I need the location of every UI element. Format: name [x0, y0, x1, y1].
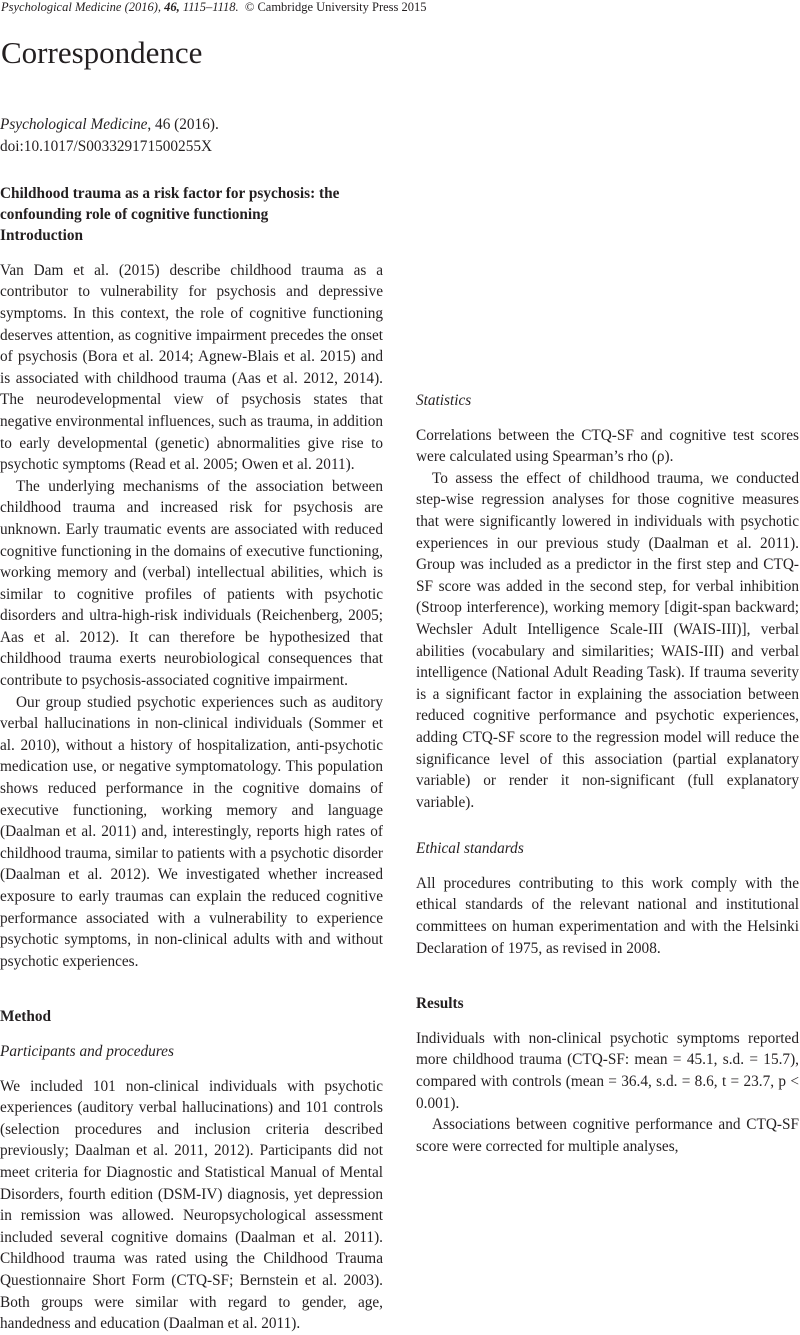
- journal-name: Psychological Medicine: [0, 116, 148, 133]
- right-column: [416, 120, 799, 1157]
- heading-introduction: Introduction: [0, 227, 84, 245]
- running-head-copyright: © Cambridge University Press 2015: [244, 0, 427, 14]
- running-head-pages: 1115–1118.: [182, 0, 239, 14]
- article-title: Childhood trauma as a risk factor for psychosis: the confounding role of cognitive functioning: [0, 185, 340, 224]
- heading-method: Method: [0, 1008, 51, 1026]
- running-head-journal: Psychological Medicine: [1, 0, 122, 14]
- running-head-year: (2016),: [124, 0, 162, 14]
- paragraph-intro-1: Van Dam et al. (2015) describe childhood trauma as a contributor to vulnerability for psychosis and depressive symptoms. In this context, the role of cognitive functioning deserves attention, as cognitive impairment precedes the onset of psychosis (Bora et al. 2014; Agnew-Blais et al. 2015) and is associated with childhood trauma (Aas et al. 2012, 2014). The neurodevelopmental view of psychosis states that negative environmental influences, such as trauma, in addition to early developmental (genetic) abnormalities give rise to psychotic symptoms (Read et al. 2005; Owen et al. 2011).: [0, 261, 383, 474]
- paragraph-results-1: Individuals with non-clinical psychotic symptoms reported more childhood trauma (CTQ-SF: mean = 45.1, s.d. = 15.7), compared with controls (mean = 36.4, s.d. = 8.6, t = 23.7, p < 0.001).: [416, 1029, 799, 1112]
- paragraph-stats-2: To assess the effect of childhood trauma, we conducted step-wise regression analyses for those cognitive measures that were significantly lowered in individuals with psychotic experiences in our previous study (Daalman et al. 2011). Group was included as a predictor in the first step and CTQ-SF score was added in the second step, for verbal inhibition (Stroop interference), working memory [digit-span backward; Wechsler Adult Intelligence Scale-III (WAIS-III)], verbal abilities (vocabulary and similarities; WAIS-III) and verbal intelligence (National Adult Reading Task). If trauma severity is a significant factor in explaining the association between reduced cognitive performance and psychotic experiences, adding CTQ-SF score to the regression model will reduce the significance level of this association (partial explanatory variable) or render it non-significant (full explanatory variable).: [416, 469, 799, 811]
- journal-line: [0, 114, 383, 136]
- paragraph-stats-1: Correlations between the CTQ-SF and cognitive test scores were calculated using Spearman’s rho (ρ).: [416, 426, 799, 466]
- heading-statistics: Statistics: [416, 392, 472, 409]
- paragraph-method-1: We included 101 non-clinical individuals with psychotic experiences (auditory verbal hallucinations) and 101 controls (selection procedures and inclusion criteria described previously; Daalman et al. 2011, 2012). Participants did not meet criteria for Diagnostic and Statistical Manual of Mental Disorders, fourth edition (DSM-IV) diagnosis, yet depression in remission was allowed. Neuropsychological assessment included several cognitive domains (Daalman et al. 2011). Childhood trauma was rated using the Childhood Trauma Questionnaire Short Form (CTQ-SF; Bernstein et al. 2003). Both groups were similar with regard to gender, age, handedness and education (Daalman et al. 2011).: [0, 1077, 383, 1333]
- running-head-volume: 46,: [164, 0, 180, 14]
- heading-participants: Participants and procedures: [0, 1042, 174, 1060]
- heading-ethical-standards: Ethical standards: [416, 840, 524, 858]
- paragraph-intro-3: Our group studied psychotic experiences such as auditory verbal hallucinations in non-clinical individuals (Sommer et al. 2010), without a history of hospitalization, anti-psychotic medication use, or negative symptomatology. This population shows reduced performance in the cognitive domains of executive functioning, working memory and language (Daalman et al. 2011) and, interestingly, reports high rates of childhood trauma, similar to patients with a psychotic disorder (Daalman et al. 2012). We investigated whether increased exposure to early traumas can explain the reduced cognitive performance associated with a vulnerability to experience psychotic symptoms, in non-clinical adults with and without psychotic experiences.: [0, 693, 383, 970]
- section-title: Correspondence: [1, 35, 203, 70]
- left-column: [0, 114, 383, 1335]
- doi: doi:10.1017/S003329171500255X: [0, 137, 213, 155]
- journal-volume-year: , 46 (2016).: [147, 116, 219, 133]
- running-head: [1, 0, 781, 14]
- heading-results: Results: [416, 995, 464, 1013]
- paragraph-ethics-1: All procedures contributing to this work comply with the ethical standards of the relevant national and institutional committees on human experimentation and with the Helsinki Declaration of 1975, as revised in 2008.: [416, 874, 799, 957]
- paragraph-intro-2: The underlying mechanisms of the association between childhood trauma and increased risk for psychosis are unknown. Early traumatic events are associated with reduced cognitive functioning in the domains of executive functioning, working memory and (verbal) intellectual abilities, which is similar to cognitive profiles of patients with psychotic disorders and ultra-high-risk individuals (Reichenberg, 2005; Aas et al. 2012). It can therefore be hypothesized that childhood trauma exerts neurobiological consequences that contribute to psychosis-associated cognitive impairment.: [0, 477, 383, 690]
- paragraph-results-2: Associations between cognitive performance and CTQ-SF score were corrected for multiple analyses,: [416, 1116, 799, 1155]
